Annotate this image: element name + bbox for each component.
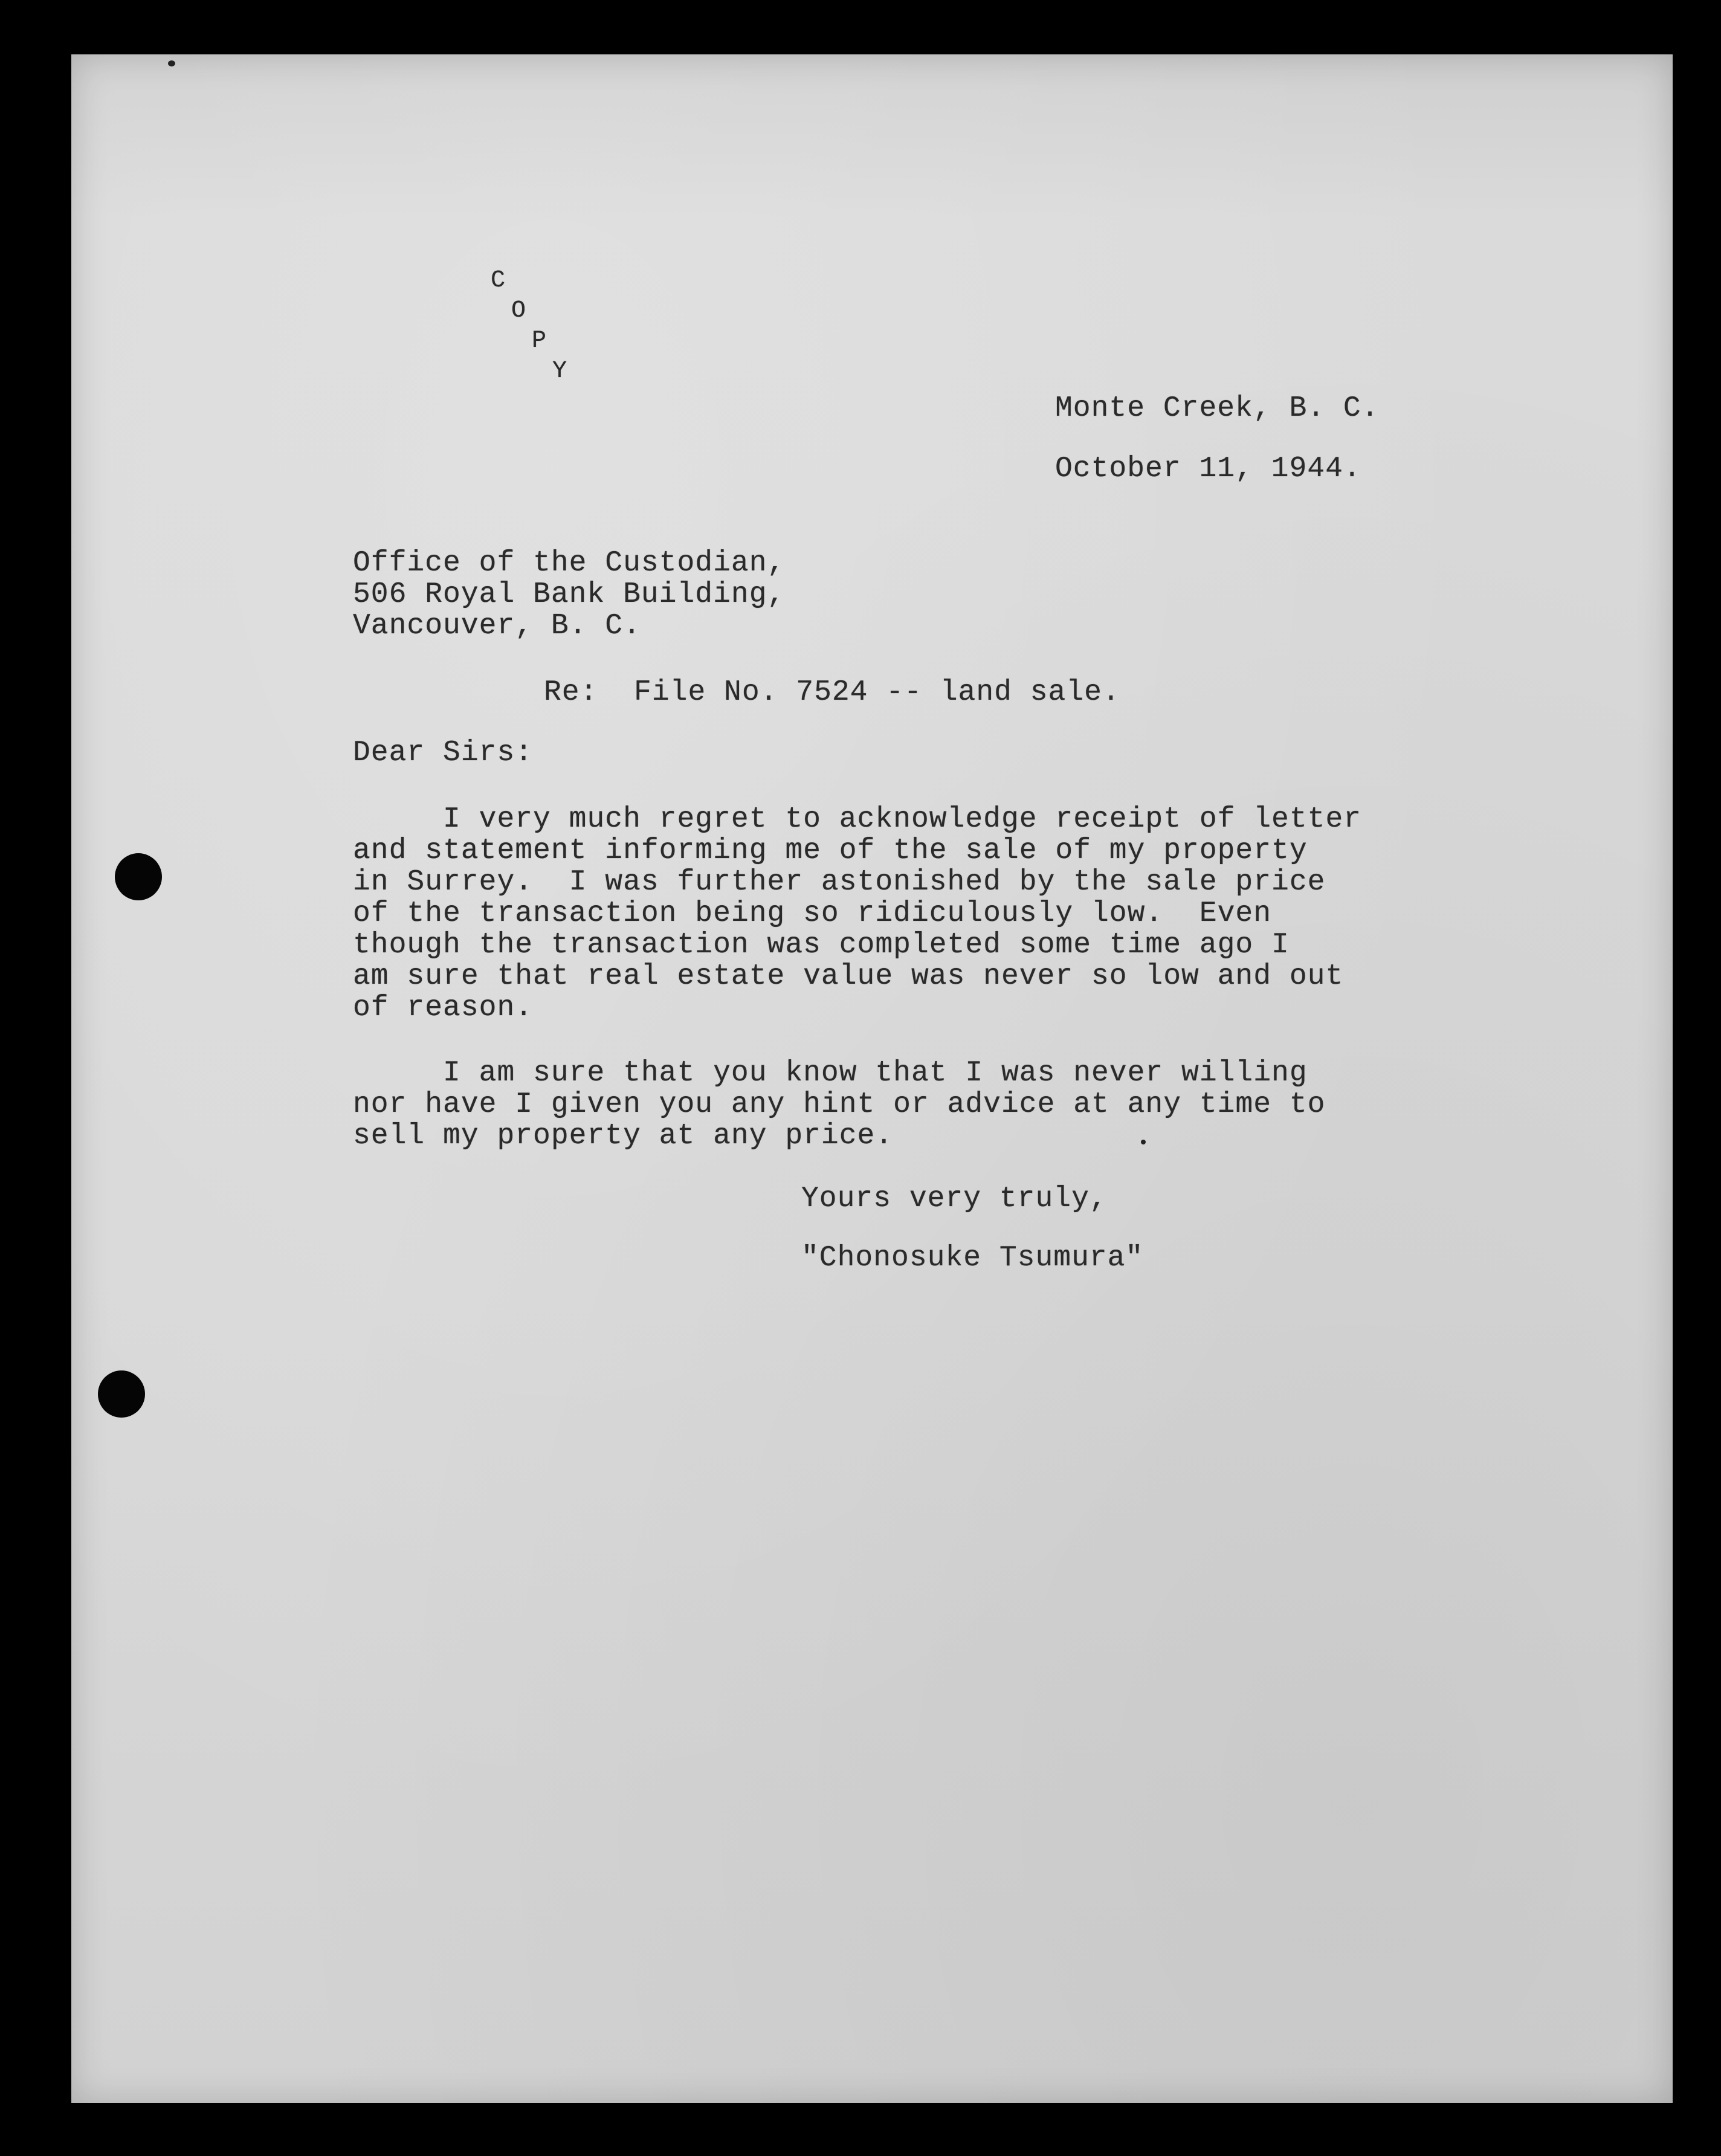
body-line: I very much regret to acknowledge receipt of letter <box>353 803 1362 836</box>
letter-page <box>71 54 1673 2103</box>
copy-mark-letter: Y <box>552 358 567 385</box>
body-line: am sure that real estate value was never so low and out <box>353 960 1344 993</box>
body-line: though the transaction was completed some time ago I <box>353 929 1290 961</box>
body-line: and statement informing me of the sale of my property <box>353 834 1308 867</box>
copy-mark-letter: O <box>511 297 526 324</box>
body-line: in Surrey. I was further astonished by the sale price <box>353 866 1326 899</box>
punch-hole <box>115 853 162 900</box>
scan-speck <box>168 60 175 66</box>
scan-speck <box>1141 1140 1146 1144</box>
closing: Yours very truly, <box>801 1183 1108 1215</box>
recipient-line: 506 Royal Bank Building, <box>353 578 786 611</box>
sender-place: Monte Creek, B. C. <box>1055 392 1380 425</box>
copy-mark-letter: P <box>532 328 547 355</box>
recipient-line: Office of the Custodian, <box>353 547 786 579</box>
punch-hole <box>98 1370 145 1418</box>
letter-date: October 11, 1944. <box>1055 453 1361 485</box>
body-line: sell my property at any price. <box>353 1120 894 1152</box>
signature: "Chonosuke Tsumura" <box>801 1242 1144 1274</box>
subject-line: Re: File No. 7524 -- land sale. <box>544 676 1120 709</box>
copy-mark-letter: C <box>491 267 506 294</box>
body-line: nor have I given you any hint or advice at any time to <box>353 1088 1326 1121</box>
salutation: Dear Sirs: <box>353 737 534 769</box>
body-line: of the transaction being so ridiculously low. Even <box>353 897 1272 930</box>
body-line: I am sure that you know that I was never willing <box>353 1057 1308 1089</box>
body-line: of reason. <box>353 992 534 1024</box>
recipient-line: Vancouver, B. C. <box>353 610 641 642</box>
